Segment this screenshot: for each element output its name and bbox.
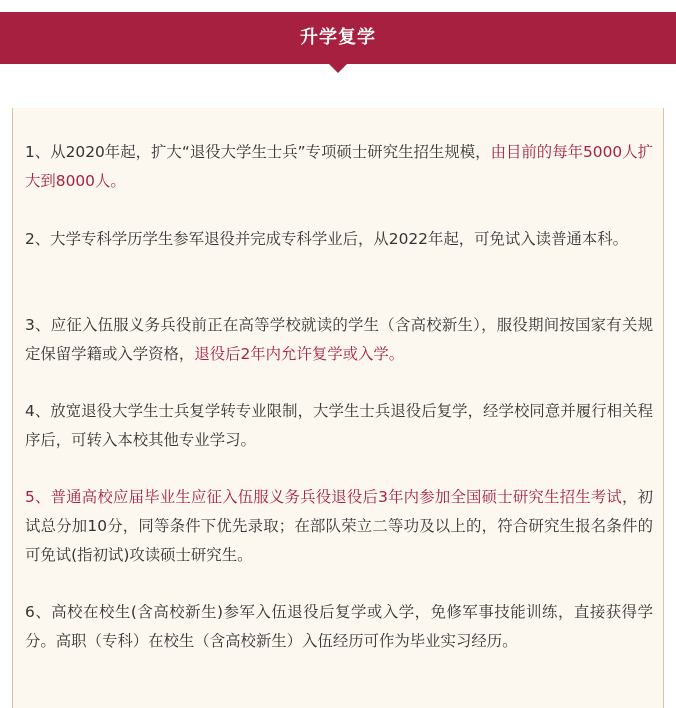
policy-item-5-highlight: 5、普通高校应届毕业生应征入伍服义务兵役退役后3年内参加全国硕士研究生招生考试 <box>25 488 622 506</box>
policy-item-3-text: 3、应征入伍服义务兵役前正在高等学校就读的学生（含高校新生），服役期间按国家有关规定保留学籍或入学资格， <box>25 316 653 363</box>
policy-list <box>12 108 664 708</box>
policy-item-3-highlight: 退役后2年内允许复学或入学。 <box>194 345 405 363</box>
policy-item-4 <box>25 397 653 455</box>
policy-item-5 <box>25 483 653 570</box>
policy-item-3 <box>25 311 653 369</box>
policy-item-6 <box>25 598 653 656</box>
policy-item-5-text: ，初试总分加10分，同等条件下优先录取；在部队荣立二等功及以上的，符合研究生报名条件的可免试(指初试)攻读硕士研究生。 <box>25 488 653 564</box>
section-banner <box>0 12 676 64</box>
section-title: 升学复学 <box>300 27 376 48</box>
policy-item-1 <box>25 138 653 196</box>
policy-item-1-highlight: 由目前的每年5000人扩大到8000人。 <box>25 143 653 190</box>
banner-pointer-arrow <box>329 64 347 73</box>
policy-item-4-text: 4、放宽退役大学生士兵复学转专业限制，大学生士兵退役后复学，经学校同意并履行相关程序后，可转入本校其他专业学习。 <box>25 402 653 449</box>
policy-item-2-text: 2、大学专科学历学生参军退役并完成专科学业后，从2022年起，可免试入读普通本科。 <box>25 230 629 248</box>
policy-item-1-text: 1、从2020年起，扩大“退役大学生士兵”专项硕士研究生招生规模， <box>25 143 491 161</box>
policy-item-6-text: 6、高校在校生(含高校新生)参军入伍退役后复学或入学，免修军事技能训练，直接获得学分。高职（专科）在校生（含高校新生）入伍经历可作为毕业实习经历。 <box>25 603 653 650</box>
policy-item-2 <box>25 225 653 254</box>
